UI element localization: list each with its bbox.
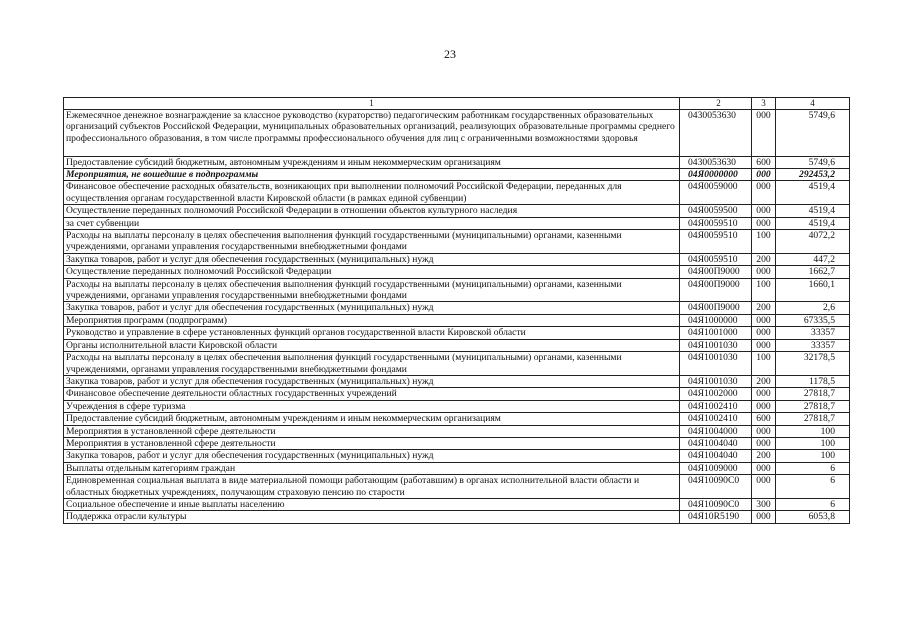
cell-code: 04Я1001000 xyxy=(680,327,752,339)
cell-amount: 100 xyxy=(776,437,850,449)
cell-type: 200 xyxy=(752,375,776,387)
cell-name: Мероприятия в установленной сфере деятельности xyxy=(64,437,680,449)
cell-type: 000 xyxy=(752,205,776,217)
cell-type: 000 xyxy=(752,339,776,351)
cell-name: Поддержка отрасли культуры xyxy=(64,511,680,523)
table-row xyxy=(64,511,850,523)
cell-name: Предоставление субсидий бюджетным, автономным учреждениям и иным некоммерческим организациям xyxy=(64,156,680,168)
cell-code: 04Я0059510 xyxy=(680,217,752,229)
cell-name: Выплаты отдельным категориям граждан xyxy=(64,462,680,474)
table-row xyxy=(64,450,850,462)
cell-name: Ежемесячное денежное вознаграждение за классное руководство (кураторство) педагогическим работникам государственных образовательных организаций субъектов Российской Федерации, муниципальных образовательных организаций, реализующих образовательные программы среднего профессионального образования, в том числе программы профессионального обучения для лиц с ограниченными возможностями здоровья xyxy=(64,110,680,157)
cell-amount: 6053,8 xyxy=(776,511,850,523)
table-row xyxy=(64,375,850,387)
cell-amount: 100 xyxy=(776,450,850,462)
table-row xyxy=(64,181,850,205)
cell-name: Расходы на выплаты персоналу в целях обеспечения выполнения функций государственными (муниципальными) органами, казенными учреждениями, органами управления государственными внебюджетными фондами xyxy=(64,352,680,376)
cell-amount: 292453,2 xyxy=(776,169,850,181)
cell-code: 04Я1001030 xyxy=(680,352,752,376)
table-row xyxy=(64,205,850,217)
table-row xyxy=(64,352,850,376)
cell-type: 200 xyxy=(752,302,776,314)
cell-code: 04Я0059000 xyxy=(680,181,752,205)
cell-code: 04Я1000000 xyxy=(680,314,752,326)
table-row xyxy=(64,110,850,157)
cell-code: 04Я1002410 xyxy=(680,413,752,425)
cell-code: 04Я1004040 xyxy=(680,450,752,462)
table-header-row xyxy=(64,98,850,110)
table-row xyxy=(64,217,850,229)
cell-amount: 6 xyxy=(776,475,850,499)
cell-code: 04Я1004000 xyxy=(680,425,752,437)
table-row xyxy=(64,314,850,326)
cell-code: 04Я1002000 xyxy=(680,388,752,400)
header-cell-type: 3 xyxy=(752,98,776,110)
cell-name: Расходы на выплаты персоналу в целях обеспечения выполнения функций государственными (муниципальными) органами, казенными учреждениями, органами управления государственными внебюджетными фондами xyxy=(64,278,680,302)
cell-name: Закупка товаров, работ и услуг для обеспечения государственных (муниципальных) нужд xyxy=(64,375,680,387)
cell-code: 04Я1004040 xyxy=(680,437,752,449)
header-cell-code: 2 xyxy=(680,98,752,110)
cell-amount: 4519,4 xyxy=(776,181,850,205)
cell-name: Мероприятия, не вошедшие в подпрограммы xyxy=(64,169,680,181)
table-row xyxy=(64,266,850,278)
table-row xyxy=(64,475,850,499)
header-cell-amount: 4 xyxy=(776,98,850,110)
table-row xyxy=(64,230,850,254)
table-row xyxy=(64,413,850,425)
table-row xyxy=(64,339,850,351)
cell-amount: 1662,7 xyxy=(776,266,850,278)
cell-type: 100 xyxy=(752,230,776,254)
cell-amount: 5749,6 xyxy=(776,156,850,168)
cell-amount: 5749,6 xyxy=(776,110,850,157)
cell-name: Мероприятия программ (подпрограмм) xyxy=(64,314,680,326)
cell-name: Социальное обеспечение и иные выплаты населению xyxy=(64,498,680,510)
table-row xyxy=(64,156,850,168)
table-row xyxy=(64,169,850,181)
table-row xyxy=(64,388,850,400)
cell-code: 04Я00П9000 xyxy=(680,302,752,314)
cell-name: Единовременная социальная выплата в виде материальной помощи работающим (работавшим) в органах исполнительной власти области и областных бюджетных учреждениях, получающим страховую пенсию по старости xyxy=(64,475,680,499)
cell-amount: 4519,4 xyxy=(776,217,850,229)
cell-amount: 33357 xyxy=(776,327,850,339)
cell-name: Закупка товаров, работ и услуг для обеспечения государственных (муниципальных) нужд xyxy=(64,253,680,265)
cell-amount: 6 xyxy=(776,498,850,510)
cell-code: 04Я0059510 xyxy=(680,253,752,265)
cell-name: Расходы на выплаты персоналу в целях обеспечения выполнения функций государственными (муниципальными) органами, казенными учреждениями, органами управления государственными внебюджетными фондами xyxy=(64,230,680,254)
cell-code: 04Я10090С0 xyxy=(680,498,752,510)
cell-name: Предоставление субсидий бюджетным, автономным учреждениям и иным некоммерческим организациям xyxy=(64,413,680,425)
cell-code: 04Я00П9000 xyxy=(680,266,752,278)
cell-type: 600 xyxy=(752,156,776,168)
cell-type: 000 xyxy=(752,169,776,181)
cell-type: 300 xyxy=(752,498,776,510)
page-number: 23 xyxy=(444,47,456,61)
cell-code: 04Я1001030 xyxy=(680,375,752,387)
cell-amount: 27818,7 xyxy=(776,413,850,425)
cell-name: Учреждения в сфере туризма xyxy=(64,400,680,412)
table-row xyxy=(64,462,850,474)
cell-code: 04Я1009000 xyxy=(680,462,752,474)
cell-type: 000 xyxy=(752,425,776,437)
cell-code: 0430053630 xyxy=(680,156,752,168)
header-cell-name: 1 xyxy=(64,98,680,110)
cell-code: 0430053630 xyxy=(680,110,752,157)
cell-type: 000 xyxy=(752,400,776,412)
cell-name: Органы исполнительной власти Кировской области xyxy=(64,339,680,351)
table-row xyxy=(64,278,850,302)
table-row xyxy=(64,400,850,412)
cell-type: 100 xyxy=(752,352,776,376)
table-row xyxy=(64,425,850,437)
cell-name: Закупка товаров, работ и услуг для обеспечения государственных (муниципальных) нужд xyxy=(64,450,680,462)
cell-name: Закупка товаров, работ и услуг для обеспечения государственных (муниципальных) нужд xyxy=(64,302,680,314)
cell-amount: 32178,5 xyxy=(776,352,850,376)
cell-amount: 4072,2 xyxy=(776,230,850,254)
cell-name: Финансовое обеспечение расходных обязательств, возникающих при выполнении полномочий Российской Федерации, переданных для осуществления органам государственной власти Кировской области (в рамках единой субвенции) xyxy=(64,181,680,205)
cell-type: 200 xyxy=(752,253,776,265)
cell-type: 000 xyxy=(752,388,776,400)
cell-type: 200 xyxy=(752,450,776,462)
cell-code: 04Я10090С0 xyxy=(680,475,752,499)
cell-name: за счет субвенции xyxy=(64,217,680,229)
table-row xyxy=(64,253,850,265)
cell-code: 04Я10R5190 xyxy=(680,511,752,523)
cell-amount: 4519,4 xyxy=(776,205,850,217)
cell-code: 04Я0000000 xyxy=(680,169,752,181)
table-row xyxy=(64,498,850,510)
cell-name: Руководство и управление в сфере установленных функций органов государственной власти Кировской области xyxy=(64,327,680,339)
cell-type: 000 xyxy=(752,327,776,339)
cell-name: Финансовое обеспечение деятельности областных государственных учреждений xyxy=(64,388,680,400)
cell-type: 000 xyxy=(752,110,776,157)
cell-amount: 27818,7 xyxy=(776,400,850,412)
cell-amount: 2,6 xyxy=(776,302,850,314)
cell-code: 04Я1001030 xyxy=(680,339,752,351)
cell-amount: 1178,5 xyxy=(776,375,850,387)
cell-type: 000 xyxy=(752,217,776,229)
table-row xyxy=(64,437,850,449)
cell-amount: 67335,5 xyxy=(776,314,850,326)
table-row xyxy=(64,327,850,339)
cell-type: 600 xyxy=(752,413,776,425)
cell-type: 000 xyxy=(752,437,776,449)
cell-name: Осуществление переданных полномочий Российской Федерации в отношении объектов культурного наследия xyxy=(64,205,680,217)
budget-table xyxy=(63,97,850,524)
cell-amount: 447,2 xyxy=(776,253,850,265)
cell-code: 04Я0059500 xyxy=(680,205,752,217)
cell-code: 04Я0059510 xyxy=(680,230,752,254)
table-row xyxy=(64,302,850,314)
cell-amount: 6 xyxy=(776,462,850,474)
cell-type: 000 xyxy=(752,314,776,326)
cell-amount: 33357 xyxy=(776,339,850,351)
cell-code: 04Я00П9000 xyxy=(680,278,752,302)
cell-type: 100 xyxy=(752,278,776,302)
cell-type: 000 xyxy=(752,181,776,205)
cell-name: Мероприятия в установленной сфере деятельности xyxy=(64,425,680,437)
cell-type: 000 xyxy=(752,475,776,499)
cell-type: 000 xyxy=(752,511,776,523)
cell-code: 04Я1002410 xyxy=(680,400,752,412)
cell-amount: 1660,1 xyxy=(776,278,850,302)
cell-amount: 27818,7 xyxy=(776,388,850,400)
cell-amount: 100 xyxy=(776,425,850,437)
cell-name: Осуществление переданных полномочий Российской Федерации xyxy=(64,266,680,278)
cell-type: 000 xyxy=(752,266,776,278)
cell-type: 000 xyxy=(752,462,776,474)
